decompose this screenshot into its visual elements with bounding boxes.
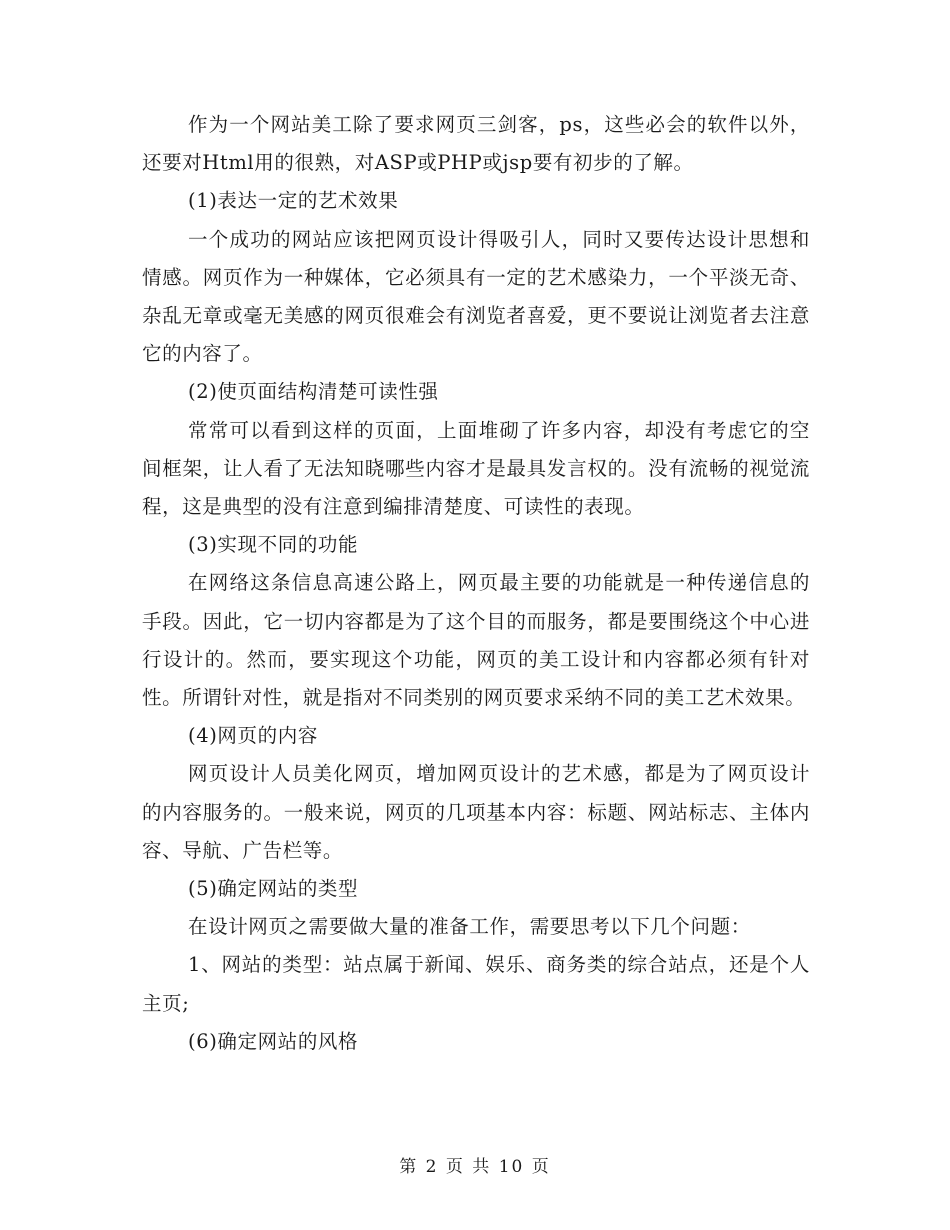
paragraph-5: 在设计网页之需要做大量的准备工作，需要思考以下几个问题： [188,915,751,939]
list-item-1: 1、网站的类型：站点属于新闻、娱乐、商务类的综合站点，还是个人主页; [142,953,810,1015]
paragraph-2: 常常可以看到这样的页面，上面堆砌了许多内容，却没有考虑它的空间框架，让人看了无法知晓哪些内容才是最具发言权的。没有流畅的视觉流程，这是典型的没有注意到编排清楚度、可读性的表现。 [142,418,810,519]
heading-1: (1)表达一定的艺术效果 [188,189,399,213]
paragraph-3: 在网络这条信息高速公路上，网页最主要的功能就是一种传递信息的手段。因此，它一切内容都是为了这个目的而服务，都是要围绕这个中心进行设计的。然而，要实现这个功能，网页的美工设计和内容都必须有针对性。所谓针对性，就是指对不同类别的网页要求采纳不同的美工艺术效果。 [142,571,810,710]
heading-3: (3)实现不同的功能 [188,533,359,557]
heading-2: (2)使页面结构清楚可读性强 [188,380,439,404]
heading-5: (5)确定网站的类型 [188,877,359,901]
paragraph-1: 一个成功的网站应该把网页设计得吸引人，同时又要传达设计思想和情感。网页作为一种媒体，它必须具有一定的艺术感染力，一个平淡无奇、杂乱无章或毫无美感的网页很难会有浏览者喜爱，更不要说让浏览者去注意它的内容了。 [142,227,810,366]
paragraph-4: 网页设计人员美化网页，增加网页设计的艺术感，都是为了网页设计的内容服务的。一般来说，网页的几项基本内容：标题、网站标志、主体内容、导航、广告栏等。 [142,762,810,862]
page-number-footer: 第 2 页 共 10 页 [399,1157,551,1177]
heading-4: (4)网页的内容 [188,724,318,748]
document-body [142,106,810,1061]
paragraph-intro: 作为一个网站美工除了要求网页三剑客，ps，这些必会的软件以外，还要对Html用的很熟，对ASP或PHP或jsp要有初步的了解。 [142,113,810,175]
heading-6: (6)确定网站的风格 [188,1029,359,1053]
